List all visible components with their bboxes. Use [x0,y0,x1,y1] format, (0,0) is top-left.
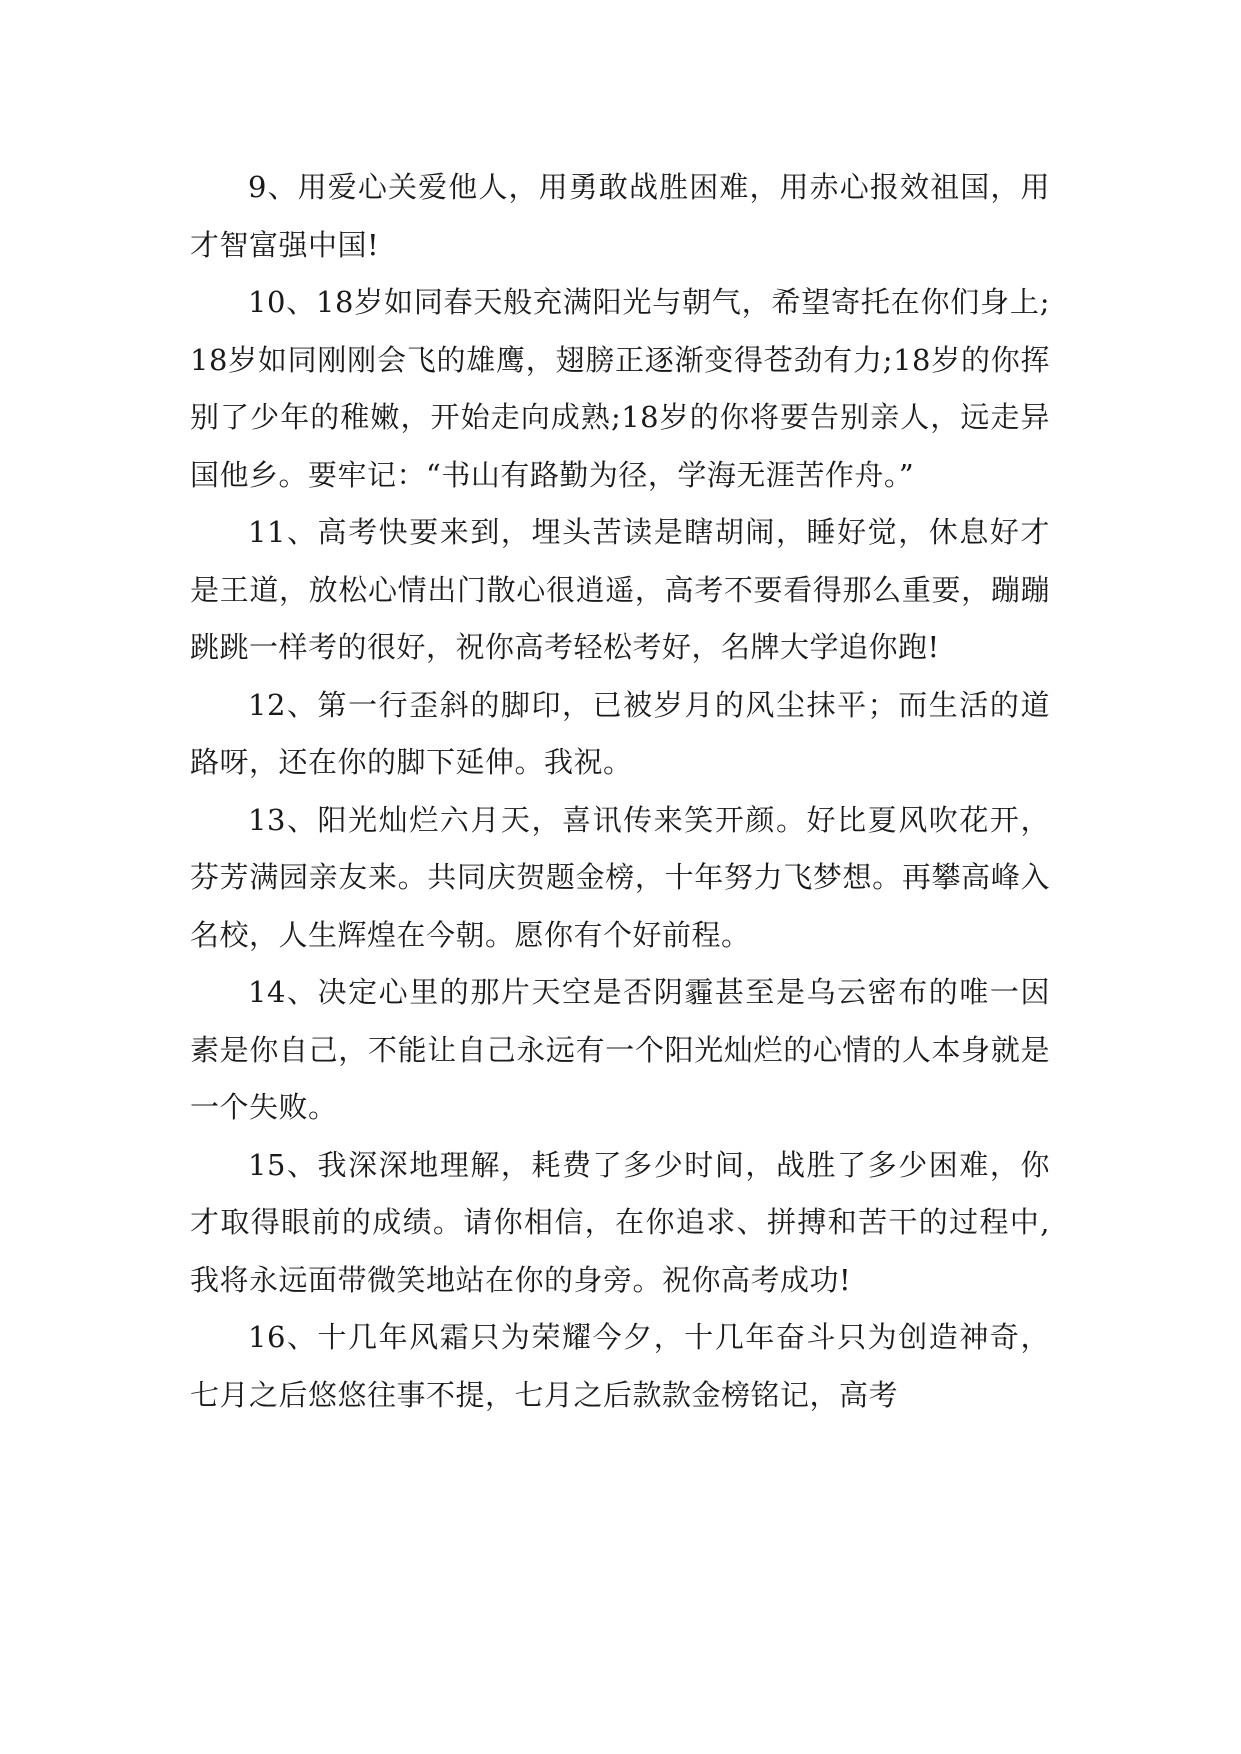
paragraph-10: 10、18岁如同春天般充满阳光与朝气，希望寄托在你们身上;18岁如同刚刚会飞的雄鹰，翅膀正逐渐变得苍劲有力;18岁的你挥别了少年的稚嫩，开始走向成熟;18岁的你将要告别亲人，远走异国他乡。要牢记：“书山有路勤为径，学海无涯苦作舟。” [190,285,1050,492]
paragraph-16: 16、十几年风霜只为荣耀今夕，十几年奋斗只为创造神奇，七月之后悠悠往事不提，七月之后款款金榜铭记，高考 [190,1320,1050,1412]
paragraph-9: 9、用爱心关爱他人，用勇敢战胜困难，用赤心报效祖国，用才智富强中国! [190,170,1050,262]
paragraph-11: 11、高考快要来到，埋头苦读是瞎胡闹，睡好觉，休息好才是王道，放松心情出门散心很逍遥，高考不要看得那么重要，蹦蹦跳跳一样考的很好，祝你高考轻松考好，名牌大学追你跑! [190,515,1050,664]
document-body [190,159,1050,1424]
paragraph-14: 14、决定心里的那片天空是否阴霾甚至是乌云密布的唯一因素是你自己，不能让自己永远有一个阳光灿烂的心情的人本身就是一个失败。 [190,975,1050,1124]
paragraph-12: 12、第一行歪斜的脚印，已被岁月的风尘抹平；而生活的道路呀，还在你的脚下延伸。我祝。 [190,687,1050,779]
paragraph-15: 15、我深深地理解，耗费了多少时间，战胜了多少困难，你才取得眼前的成绩。请你相信，在你追求、拼搏和苦干的过程中,我将永远面带微笑地站在你的身旁。祝你高考成功! [190,1147,1050,1297]
paragraph-13: 13、阳光灿烂六月天，喜讯传来笑开颜。好比夏风吹花开，芬芳满园亲友来。共同庆贺题金榜，十年努力飞梦想。再攀高峰入名校，人生辉煌在今朝。愿你有个好前程。 [190,802,1050,952]
